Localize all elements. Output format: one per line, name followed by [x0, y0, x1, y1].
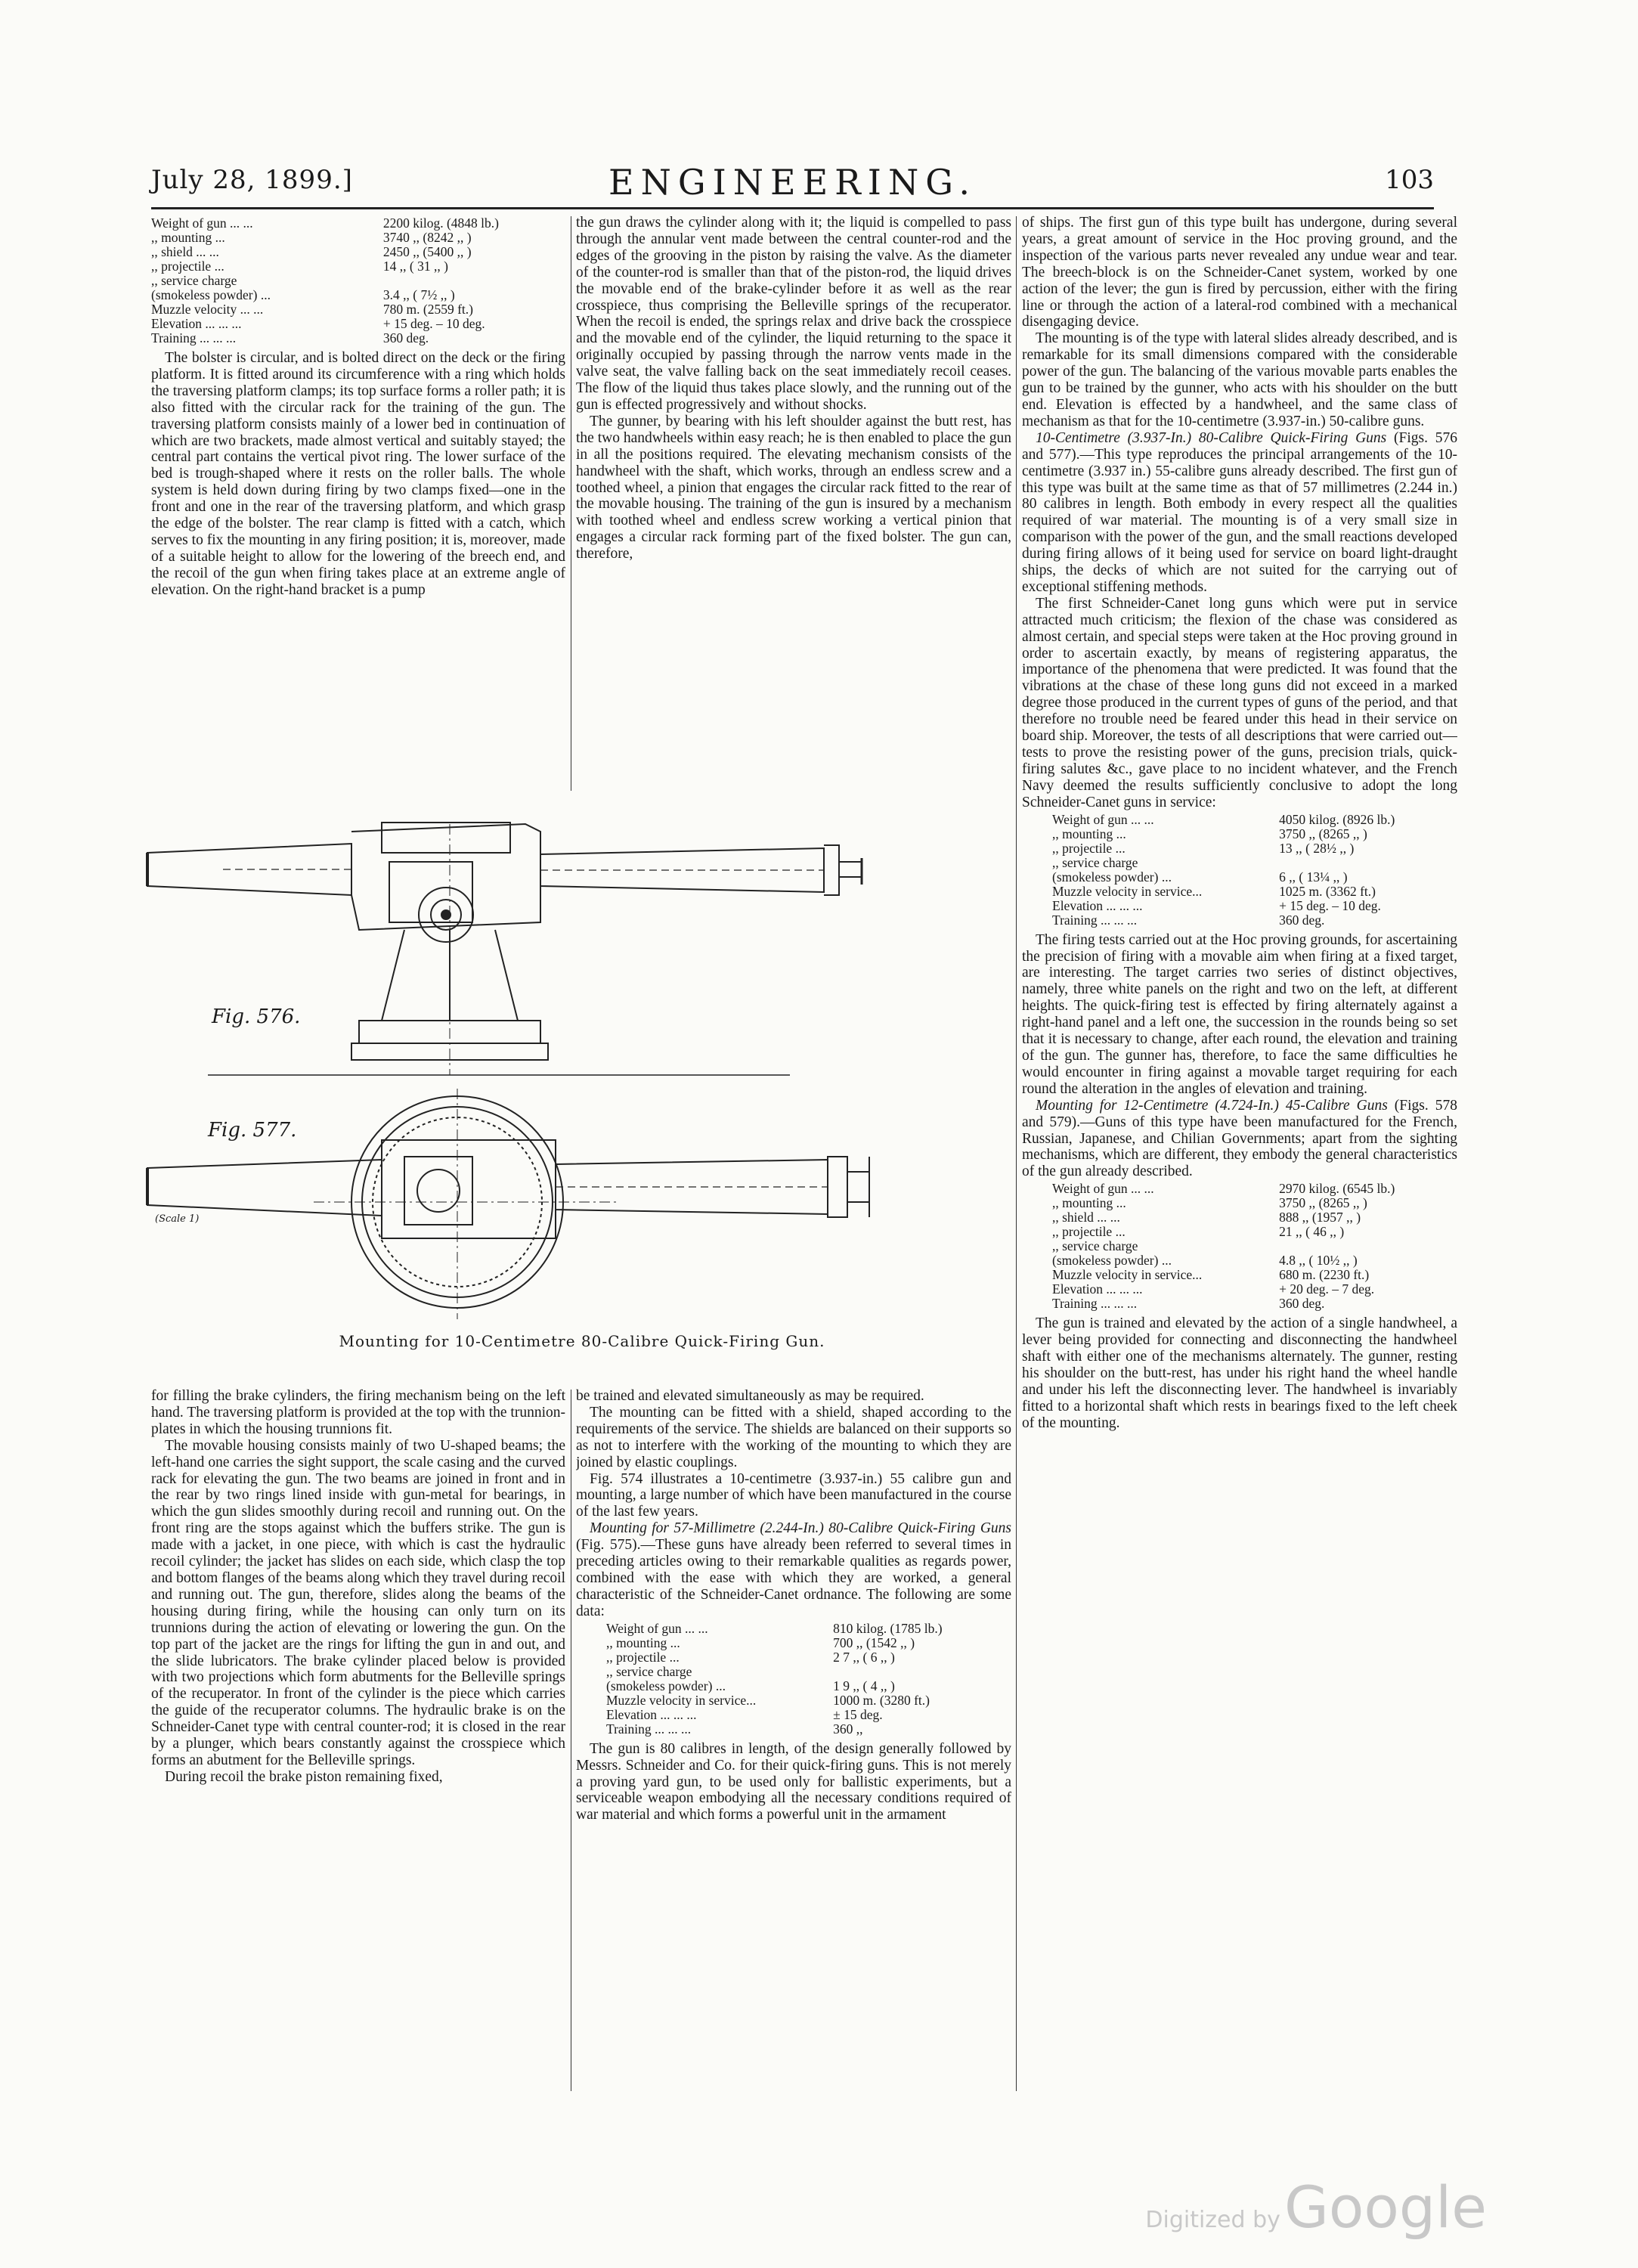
spec-label: ,, projectile ...	[606, 1649, 680, 1665]
spec-label: ,, service charge	[1052, 854, 1138, 870]
paragraph: be trained and elevated simultaneously as may be required.	[576, 1388, 924, 1404]
spec-value: 4.8 ,, ( 10½ ,, )	[1279, 1253, 1358, 1269]
spec-row	[1052, 1297, 1457, 1311]
spec-value: 3.4 ,, ( 7½ ,, )	[382, 287, 455, 302]
spec-label: Muzzle velocity in service...	[1052, 1267, 1203, 1283]
spec-row	[1052, 899, 1457, 913]
page-number: 103	[1385, 165, 1434, 195]
column-rule	[1016, 216, 1017, 1421]
spec-value: 1000 m. (3280 ft.)	[833, 1692, 930, 1708]
spec-label: ,, service charge	[1052, 1238, 1138, 1254]
spec-row	[606, 1722, 1011, 1737]
paragraph: Fig. 574 illustrates a 10-centimetre (3.937-in.) 55 calibre gun and mounting, a large number of which have been manufactured in the course of the last few years.	[576, 1470, 1011, 1520]
spec-table-100mm-70cal	[151, 216, 565, 345]
spec-value: 888 ,, (1957 ,, )	[1279, 1210, 1361, 1225]
spec-row	[606, 1665, 1011, 1679]
spec-label: ,, projectile ...	[1052, 1224, 1126, 1240]
spec-label: Training ... ... ...	[1052, 1296, 1138, 1312]
paragraph: The mounting can be fitted with a shield, shaped according to the requirements of the service. The shields are balanced on their supports so as not to interfere with the working of the mounting to which they are joined by elastic couplings.	[576, 1404, 1011, 1470]
spec-value: 14 ,, ( 31 ,, )	[382, 259, 448, 274]
spec-label: Training ... ... ...	[151, 330, 237, 345]
spec-row	[1052, 1268, 1457, 1282]
spec-label: Weight of gun ... ...	[1052, 811, 1154, 827]
spec-row	[606, 1650, 1011, 1665]
spec-value	[833, 1665, 1011, 1679]
spec-value: 360 deg.	[382, 330, 429, 345]
paragraph: The firing tests carried out at the Hoc proving grounds, for ascertaining the precision of firing with a movable aim when firing at a fixed target, are interesting. The target carries two series of distinct objectives, namely, three white panels on the right and two on the left, at different heights. The quick-firing test is effected by firing alternately against a right-hand panel and a left one, the succession in the rounds being so set that it is necessary to change, after each round, the elevation and training of the gun. The gunner has, therefore, to face the same difficulties he would encounter in firing against a movable target requiring for each round the alteration in the angles of elevation and training.	[1022, 931, 1457, 1097]
spec-row	[1052, 1182, 1457, 1196]
spec-value: 13 ,, ( 28½ ,, )	[1279, 840, 1355, 856]
figure-label-577: Fig. 577.	[208, 1119, 297, 1142]
spec-row	[1052, 1225, 1457, 1239]
figure-caption: Mounting for 10-Centimetre 80-Calibre Quick-Firing Gun.	[339, 1332, 825, 1350]
spec-value: 2200 kilog. (4848 lb.)	[382, 215, 499, 231]
spec-row	[151, 331, 565, 345]
spec-label: ,, mounting ...	[1052, 826, 1126, 841]
gun-mounting-drawing	[132, 801, 1013, 1323]
spec-label: Elevation ... ... ...	[1052, 897, 1143, 913]
column-1-top	[151, 215, 565, 792]
digitized-by-google-watermark	[1145, 2174, 1487, 2241]
spec-label: (smokeless powder) ...	[151, 287, 271, 302]
spec-value: 2450 ,, (5400 ,, )	[382, 244, 472, 259]
column-1-bottom	[151, 1388, 565, 2091]
spec-row	[1052, 841, 1457, 856]
spec-row	[1052, 1196, 1457, 1210]
spec-label: Muzzle velocity ... ...	[151, 302, 264, 317]
spec-row	[151, 274, 565, 288]
spec-value: 2970 kilog. (6545 lb.)	[1279, 1181, 1395, 1197]
spec-label: Elevation ... ... ...	[606, 1706, 697, 1722]
spec-label: ,, shield ... ...	[1052, 1210, 1120, 1225]
spec-row	[1052, 813, 1457, 827]
spec-row	[606, 1693, 1011, 1708]
spec-label: Weight of gun ... ...	[606, 1620, 708, 1636]
paragraph: the gun draws the cylinder along with it; the liquid is compelled to pass through the annular vent made between the central counter-rod and the edges of the grooving in the piston by raising the valve. As the diameter of the counter-rod is smaller than that of the piston-rod, the liquid drives the movable end of the brake-cylinder before it as well as the rear crosspiece, thus comprising the Belleville springs of the recuperator. When the recoil is ended, the springs relax and drive back the crosspiece and the movable end of the cylinder, the liquid returning to the space it originally occupied by passing through the narrow vents made in the valve seat, the valve falling back on the seat immediately recoil ceases. The flow of the liquid thus takes place slowly, and the running out of the gun is effected progressively and without shocks.	[576, 215, 1011, 413]
paragraph: Mounting for 12-Centimetre (4.724-In.) 45-Calibre Guns (Figs. 578 and 579).—Guns of this type have been manufactured for the French, Russian, Japanese, and Chilian Governments; apart from the sighting mechanisms, which are different, they embody the general characteristics of the gun already described.	[1022, 1097, 1457, 1180]
spec-label: Elevation ... ... ...	[1052, 1281, 1143, 1297]
paragraph: of ships. The first gun of this type built has undergone, during several years, a great amount of service in the Hoc proving ground, and the inspection of the various parts never revealed any undue wear and tear. The breech-block is on the Schneider-Canet system, worked by one action of the lever; the gun is fired by percussion, either with the firing line or through the action of a lateral-rod combined with a mechanical disengaging device.	[1022, 215, 1457, 330]
spec-value: 360 ,,	[833, 1721, 863, 1737]
journal-title: ENGINEERING.	[608, 162, 977, 203]
watermark-prefix: Digitized by	[1145, 2207, 1280, 2233]
spec-label: ,, projectile ...	[151, 259, 224, 274]
spec-value: + 20 deg. – 7 deg.	[1279, 1281, 1375, 1297]
spec-value: 1 9 ,, ( 4 ,, )	[833, 1678, 895, 1693]
paragraph: The gun is 80 calibres in length, of the design generally followed by Messrs. Schneider and Co. for their quick-firing guns. This is not merely a proving yard gun, to be used only for ballistic experiments, but a serviceable weapon embodying all the necessary conditions required of war material and which forms a powerful unit in the armament	[576, 1740, 1011, 1823]
spec-row	[1052, 913, 1457, 928]
spec-value	[1279, 856, 1457, 870]
spec-value: 2 7 ,, ( 6 ,, )	[833, 1649, 895, 1665]
spec-table-100mm-80cal	[1022, 813, 1457, 928]
spec-row	[151, 288, 565, 302]
spec-row	[151, 317, 565, 331]
watermark-brand: Google	[1283, 2174, 1487, 2241]
spec-row	[151, 259, 565, 274]
spec-row	[1052, 1210, 1457, 1225]
scale-note: (Scale 1)	[155, 1213, 200, 1225]
column-rule	[1016, 1421, 1017, 2091]
spec-row	[1052, 870, 1457, 885]
spec-value: 810 kilog. (1785 lb.)	[833, 1620, 943, 1636]
spec-value: + 15 deg. – 10 deg.	[382, 316, 485, 331]
spec-row	[151, 231, 565, 245]
column-3	[1022, 215, 1457, 2093]
spec-row	[1052, 885, 1457, 899]
spec-row	[1052, 856, 1457, 870]
spec-row	[151, 216, 565, 231]
spec-label: ,, mounting ...	[151, 230, 225, 245]
paragraph: The bolster is circular, and is bolted direct on the deck or the firing platform. It is fitted around its circumference with a ring which holds the traversing platform clamps; its top surface forms a roller path; it is also fitted with the circular rack for the training of the gun. The traversing platform consists mainly of a lower bed in continuation of which are two brackets, made almost vertical and suitably stayed; the central part contains the vertical pivot ring. The lower surface of the bed is trough-shaped where it rests on the roller balls. The whole system is held down during firing by two clamps fixed—one in the front and one in the rear of the traversing platform, and which grasp the edge of the bolster. The rear clamp is fitted with a catch, which serves to fix the mounting in any firing position; it is, moreover, made of a suitable height to allow for the lowering of the breech end, and the recoil of the gun when firing takes place at an extreme angle of elevation. On the right-hand bracket is a pump	[151, 350, 565, 598]
spec-label: (smokeless powder) ...	[606, 1678, 726, 1693]
spec-label: Training ... ... ...	[1052, 912, 1138, 928]
spec-row	[606, 1708, 1011, 1722]
spec-row	[1052, 827, 1457, 841]
spec-row	[1052, 1282, 1457, 1297]
spec-label: (smokeless powder) ...	[1052, 1253, 1172, 1269]
spec-value: 680 m. (2230 ft.)	[1279, 1267, 1370, 1283]
spec-label: (smokeless powder) ...	[1052, 869, 1172, 885]
spec-label: Weight of gun ... ...	[151, 215, 253, 231]
paragraph: The first Schneider-Canet long guns which were put in service attracted much criticism; the flexion of the chase was considered as almost certain, and special steps were taken at the Hoc proving ground in order to ascertain exactly, by means of registering apparatus, the importance of the phenomena that were predicted. It was found that the vibrations at the chase of these long guns did not exceed in a marked degree those produced in the current types of guns of the period, and that therefore no trouble need be feared under this head in their service on board ship. Moreover, the tests of all descriptions that were carried out—tests to prove the resisting power of the guns, precision trials, quick-firing salutes &c., gave place to no incident whatever, and the French Navy deemed the results sufficiently conclusive to adopt the long Schneider-Canet guns in service:	[1022, 595, 1457, 810]
section-heading: Mounting for 12-Centimetre (4.724-In.) 45-Calibre Guns	[1036, 1097, 1388, 1114]
spec-value: + 15 deg. – 10 deg.	[1279, 897, 1381, 913]
paragraph: for filling the brake cylinders, the firing mechanism being on the left hand. The traversing platform is provided at the top with the trunnion-plates in which the housing trunnions fit.	[151, 1388, 565, 1437]
spec-label: Muzzle velocity in service...	[606, 1692, 757, 1708]
spec-value: 360 deg.	[1279, 1296, 1325, 1312]
paragraph: The mounting is of the type with lateral slides already described, and is remarkable for its small dimensions compared with the considerable power of the gun. The balancing of the various movable parts enables the gun to be trained by the gunner, who acts with his shoulder on the butt end. Elevation is effected by a handwheel, and the same class of mechanism as that for the 10-centimetre (3.937-in.) 50-calibre guns.	[1022, 330, 1457, 429]
issue-date: July 28, 1899.]	[151, 165, 353, 195]
spec-value: 360 deg.	[1279, 912, 1325, 928]
section-heading: Mounting for 57-Millimetre (2.244-In.) 80-Calibre Quick-Firing Guns	[590, 1520, 1011, 1537]
spec-value	[383, 274, 565, 288]
section-heading: 10-Centimetre (3.937-In.) 80-Calibre Quick-Firing Guns	[1036, 429, 1387, 446]
paragraph: Mounting for 57-Millimetre (2.244-In.) 80-Calibre Quick-Firing Guns (Fig. 575).—These guns have already been referred to several times in preceding articles owing to their remarkable qualities as regards power, combined with the ease with which they are worked, a general characteristic of the Schneider-Canet ordnance. The following are some data:	[576, 1520, 1011, 1619]
spec-label: ,, service charge	[151, 273, 237, 288]
spec-value: 21 ,, ( 46 ,, )	[1279, 1224, 1345, 1240]
header-rule	[151, 207, 1434, 209]
spec-value: 6 ,, ( 13¼ ,, )	[1279, 869, 1348, 885]
spec-label: Muzzle velocity in service...	[1052, 883, 1203, 899]
spec-value: 3750 ,, (8265 ,, )	[1279, 1195, 1367, 1211]
column-2-top	[576, 215, 1011, 792]
spec-value: 3750 ,, (8265 ,, )	[1279, 826, 1367, 841]
spec-label: Training ... ... ...	[606, 1721, 692, 1737]
spec-value: 4050 kilog. (8926 lb.)	[1279, 811, 1395, 827]
spec-label: ,, shield ... ...	[151, 244, 219, 259]
spec-row	[606, 1622, 1011, 1636]
spec-label: ,, mounting ...	[606, 1634, 680, 1650]
spec-value: 700 ,, (1542 ,, )	[833, 1634, 915, 1650]
spec-label: ,, mounting ...	[1052, 1195, 1126, 1211]
spec-label: Elevation ... ... ...	[151, 316, 242, 331]
paragraph: During recoil the brake piston remaining fixed,	[165, 1768, 443, 1785]
spec-label: ,, projectile ...	[1052, 840, 1126, 856]
spec-value: 3740 ,, (8242 ,, )	[382, 230, 472, 245]
spec-row	[606, 1679, 1011, 1693]
spec-value: 780 m. (2559 ft.)	[382, 302, 473, 317]
spec-table-120mm	[1022, 1182, 1457, 1311]
spec-row	[606, 1636, 1011, 1650]
column-2-bottom	[576, 1388, 1011, 2091]
paragraph: The movable housing consists mainly of two U-shaped beams; the left-hand one carries the sight support, the scale casing and the curved rack for elevating the gun. The two beams are joined in front and in the rear by two rings lined inside with gun-metal for bearings, in which the gun slides smoothly during recoil and running out. On the front ring are the stops against which the buffers strike. The gun is made with a jacket, in one piece, with which is cast the hydraulic recoil cylinder; the jacket has slides on each side, which clasp the top and bottom flanges of the beams along which they travel during recoil and running out. The gun, therefore, slides along the beams of the housing during firing, while the housing can only turn on its trunnions during the action of elevating or lowering the gun. On the top part of the jacket are the rings for lifting the gun in and out, and the slide lubricators. The brake cylinder placed below is provided with two projections which form abutments for the Belleville springs of the recuperator. In front of the cylinder is the piece which carries the guide of the recuperator columns. The hydraulic brake is on the Schneider-Canet type with central counter-rod; it is closed in the rear by a plunger, which bears constantly against the crosspiece which forms an abutment for the Belleville springs.	[151, 1437, 565, 1768]
spec-row	[1052, 1239, 1457, 1253]
spec-value	[1279, 1239, 1457, 1253]
paragraph: 10-Centimetre (3.937-In.) 80-Calibre Quick-Firing Guns (Figs. 576 and 577).—This type reproduces the principal arrangements of the 10-centimetre (3.937 in.) 55-calibre guns already described. The first gun of this type was built at the same time as that of 57 millimetres (2.244 in.) 80 calibres in length. Both embody in every respect all the qualities required of war material. The mounting is of a very small size in comparison with the power of the gun, and the small reactions developed during firing allows of it being used for service on board light-draught ships, the decks of which are not suited for the carrying out of exceptional stiffening methods.	[1022, 429, 1457, 595]
paragraph: The gunner, by bearing with his left shoulder against the butt rest, has the two handwheels within easy reach; he is then enabled to place the gun in all the positions required. The elevating mechanism consists of the handwheel with the shaft, which works, through an endless screw and a toothed wheel, a pinion that engages the circular rack fitted to the rear of the movable housing. The training of the gun is insured by a mechanism with toothed wheel and endless screw working a vertical pinion that engages a circular rack forming part of the fixed bolster. The gun can, therefore,	[576, 413, 1011, 562]
paragraph: The gun is trained and elevated by the action of a single handwheel, a lever being provided for connecting and disconnecting the handwheel shaft with either one of the mechanisms alternately. The gunner, resting his shoulder on the butt-rest, has under his right hand the wheel handle and under his left the disconnecting lever. The handwheel is invariably fitted to a horizontal shaft which rests in bearings fixed to the left cheek of the mounting.	[1022, 1315, 1457, 1431]
spec-table-57mm	[576, 1622, 1011, 1737]
figure-576-577	[132, 801, 1013, 1323]
spec-label: ,, service charge	[606, 1663, 692, 1679]
spec-value: 1025 m. (3362 ft.)	[1279, 883, 1376, 899]
spec-label: Weight of gun ... ...	[1052, 1181, 1154, 1197]
spec-value: ± 15 deg.	[833, 1706, 883, 1722]
spec-row	[151, 245, 565, 259]
figure-label-576: Fig. 576.	[212, 1005, 301, 1028]
spec-row	[1052, 1253, 1457, 1268]
spec-row	[151, 302, 565, 317]
page-header	[151, 162, 1434, 210]
